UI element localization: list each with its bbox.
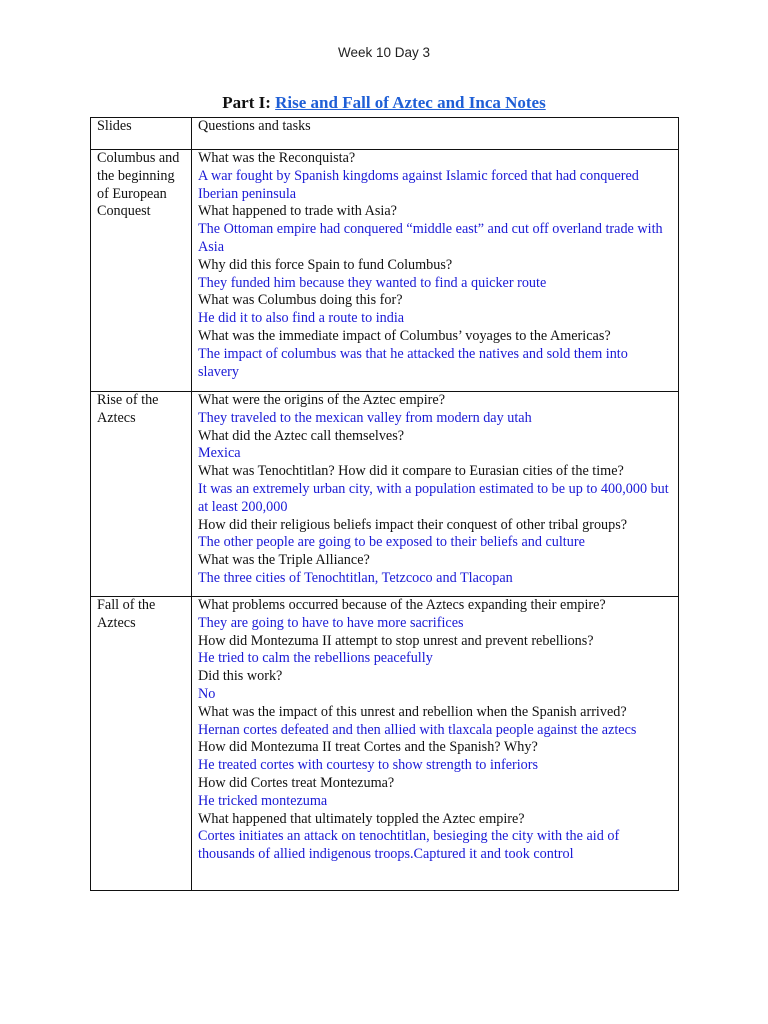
- answer: He tried to calm the rebellions peacefully: [198, 650, 433, 667]
- answer: It was an extremely urban city, with a population estimated to be up to 400,000 but at least 200,000: [198, 480, 669, 515]
- slide-label: Fall of the Aztecs: [97, 597, 156, 631]
- column-header-slides: Slides: [91, 118, 192, 150]
- question: What was Columbus doing this for?: [198, 292, 403, 309]
- answer: He treated cortes with courtesy to show strength to inferiors: [198, 757, 539, 774]
- question: What happened that ultimately toppled the Aztec empire?: [198, 810, 525, 827]
- qa-cell: [192, 597, 679, 891]
- answer: No: [198, 685, 216, 702]
- title-link[interactable]: Rise and Fall of Aztec and Inca Notes: [275, 93, 546, 112]
- answer: The other people are going to be exposed to their beliefs and culture: [198, 534, 585, 551]
- question: Did this work?: [198, 668, 283, 685]
- answer: The Ottoman empire had conquered “middle east” and cut off overland trade with Asia: [198, 221, 663, 255]
- answer: The three cities of Tenochtitlan, Tetzcoco and Tlacopan: [198, 569, 513, 586]
- table-row: [91, 597, 679, 891]
- answer: Cortes initiates an attack on tenochtitlan, besieging the city with the aid of thousands of allied indigenous troops.Captured it and took control: [198, 828, 620, 863]
- question: What happened to trade with Asia?: [198, 203, 397, 220]
- answer: The impact of columbus was that he attacked the natives and sold them into slavery: [198, 345, 628, 380]
- slide-cell: [91, 150, 192, 392]
- qa-cell: [192, 392, 679, 597]
- question: What did the Aztec call themselves?: [198, 427, 405, 444]
- question: What was Tenochtitlan? How did it compare to Eurasian cities of the time?: [198, 463, 624, 480]
- question: How did their religious beliefs impact their conquest of other tribal groups?: [198, 516, 628, 533]
- question: How did Cortes treat Montezuma?: [198, 774, 395, 791]
- answer: They are going to have to have more sacrifices: [198, 614, 464, 631]
- answer: He tricked montezuma: [198, 792, 328, 809]
- column-header-questions: Questions and tasks: [192, 118, 679, 150]
- notes-table: [90, 117, 679, 891]
- question: What was the immediate impact of Columbus’ voyages to the Americas?: [198, 327, 611, 344]
- answer: A war fought by Spanish kingdoms against Islamic forced that had conquered Iberian peninsula: [198, 167, 639, 202]
- slide-cell: [91, 597, 192, 891]
- title-prefix: Part I:: [222, 93, 276, 112]
- table-row: [91, 150, 679, 392]
- qa-cell: [192, 150, 679, 392]
- question: How did Montezuma II treat Cortes and the Spanish? Why?: [198, 739, 538, 756]
- question: What was the Triple Alliance?: [198, 552, 370, 569]
- answer: Mexica: [198, 445, 241, 462]
- table-row: [91, 392, 679, 597]
- answer: They funded him because they wanted to find a quicker route: [198, 274, 547, 291]
- page-title: [0, 93, 768, 113]
- page-header: Week 10 Day 3: [337, 45, 431, 60]
- slide-label: Columbus and the beginning of European Conquest: [97, 150, 180, 220]
- table-header-row: [91, 118, 679, 150]
- question: Why did this force Spain to fund Columbus?: [198, 256, 453, 273]
- question: What were the origins of the Aztec empire?: [198, 392, 445, 408]
- question: What problems occurred because of the Aztecs expanding their empire?: [198, 597, 606, 613]
- question: What was the impact of this unrest and rebellion when the Spanish arrived?: [198, 703, 627, 720]
- answer: Hernan cortes defeated and then allied with tlaxcala people against the aztecs: [198, 721, 637, 738]
- answer: He did it to also find a route to india: [198, 310, 405, 327]
- slide-cell: [91, 392, 192, 597]
- question: How did Montezuma II attempt to stop unrest and prevent rebellions?: [198, 632, 594, 649]
- slide-label: Rise of the Aztecs: [97, 392, 159, 426]
- answer: They traveled to the mexican valley from modern day utah: [198, 409, 532, 426]
- question: What was the Reconquista?: [198, 150, 356, 166]
